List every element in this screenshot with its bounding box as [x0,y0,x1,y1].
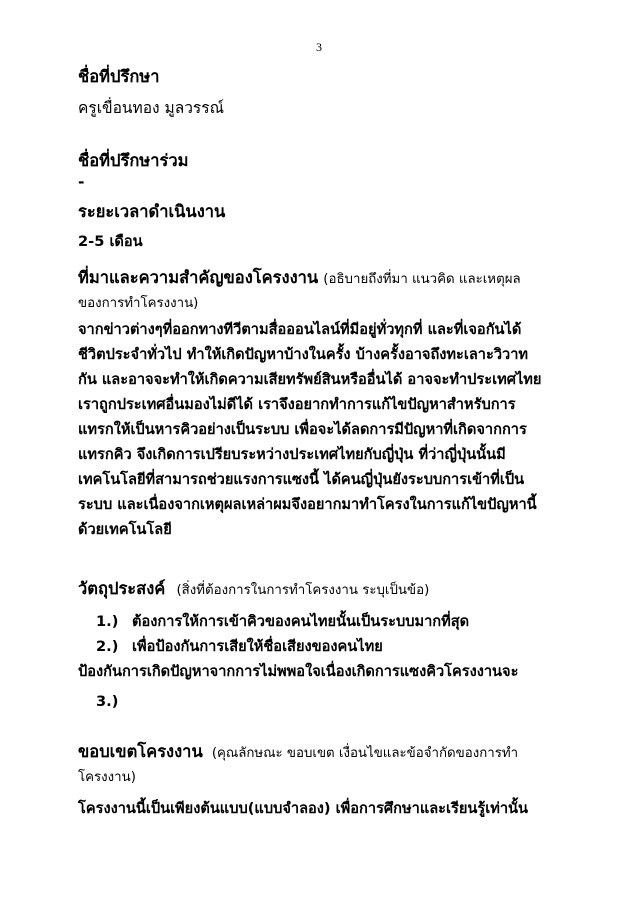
background-note: (อธิบายถึงที่มา แนวคิด และเหตุผล [323,272,521,287]
objective-number: 2.) [96,638,119,655]
scope-heading-line [78,739,598,765]
objective-item-2-continued: ป้องกันการเกิดปัญหาจากการไม่พพอใจเนื่องเกิดการแซงคิวโครงงานจะ [78,663,519,680]
co-advisor-heading: ชื่อที่ปรึกษาร่วม [78,151,189,170]
duration-heading: ระยะเวลาดำเนินงาน [78,202,226,221]
paragraph-line: จากข่าวต่างๆที่ออกทางทีวีตามสื่อออนไลน์ที่มีอยู่ทั่วทุกที่ และที่เจอกันได้ [78,321,522,338]
objective-item-2 [96,635,383,658]
background-heading: ที่มาและความสำคัญของโครงงาน [78,268,319,287]
scope-statement: โครงงานนี้เป็นเพียงต้นแบบ(แบบจำลอง) เพื่อการศึกษาและเรียนรู้เท่านั้น [78,800,528,817]
duration-value: 2-5 เดือน [78,233,143,250]
background-paragraph [78,318,598,558]
paragraph-line: ด้วยเทคโนโลยี [78,521,172,538]
co-advisor-value: - [78,173,85,191]
background-heading-line [78,265,598,291]
paragraph-line: แทรกคิว จึงเกิดการเปรียบระหว่างประเทศไทยกับญี่ปุ่น ที่ว่าญี่ปุ่นนั้นมี [78,446,506,463]
scope-note: (คุณลักษณะ ขอบเขต เงื่อนไขและข้อจำกัดของการทำ [211,746,519,761]
objective-text: ต้องการให้การเข้าคิวของคนไทยนั้นเป็นระบบมากที่สุด [132,613,470,630]
paragraph-line: แทรกให้เป็นหารคิวอย่างเป็นระบบ เพื่อจะได้ลดการมีปัญหาที่เกิดจากการ [78,421,527,438]
objective-item-3 [96,693,132,710]
objectives-heading: วัตถุประสงค์ [78,579,166,598]
objective-number: 1.) [96,613,119,630]
objectives-note: (สิ่งที่ต้องการในการทำโครงงาน ระบุเป็นข้อ) [176,583,430,598]
page-number: 3 [316,40,322,54]
advisor-name: ครูเขื่อนทอง มูลวรรณ์ [78,99,224,117]
paragraph-line: เทคโนโลยีที่สามารถช่วยแรงการแซงนี้ ได้คนญี่ปุ่นยังระบบการเข้าที่เป็น [78,471,525,488]
paragraph-line: ระบบ และเนื่องจากเหตุผลเหล่าผมจึงอยากมาทำโครงในการแก้ไขปัญหานี้ [78,496,537,513]
background-note-cont: ของการทำโครงงาน) [78,296,199,311]
advisor-heading: ชื่อที่ปรึกษา [78,67,160,86]
objectives-heading-line [78,576,598,602]
objective-number: 3.) [96,693,119,710]
paragraph-line: ชีวิตประจำทั่วไป ทำให้เกิดปัญหาบ้างในครั้ง บ้างครั้งอาจถึงทะเลาะวิวาท [78,346,529,363]
paragraph-line: เราถูกประเทศอื่นมองไม่ดีได้ เราจึงอยากทำการแก้ไขปัญหาสำหรับการ [78,396,516,413]
objective-item-1 [96,610,469,633]
paragraph-line: กัน และอาจจะทำให้เกิดความเสียทรัพย์สินหรืออื่นได้ อาจจะทำประเทศไทย [78,371,542,388]
objective-text: เพื่อป้องกันการเสียให้ชื่อเสียงของคนไทย [132,638,383,655]
scope-note-cont: โครงงาน) [78,770,136,785]
scope-heading: ขอบเขตโครงงาน [78,742,203,761]
